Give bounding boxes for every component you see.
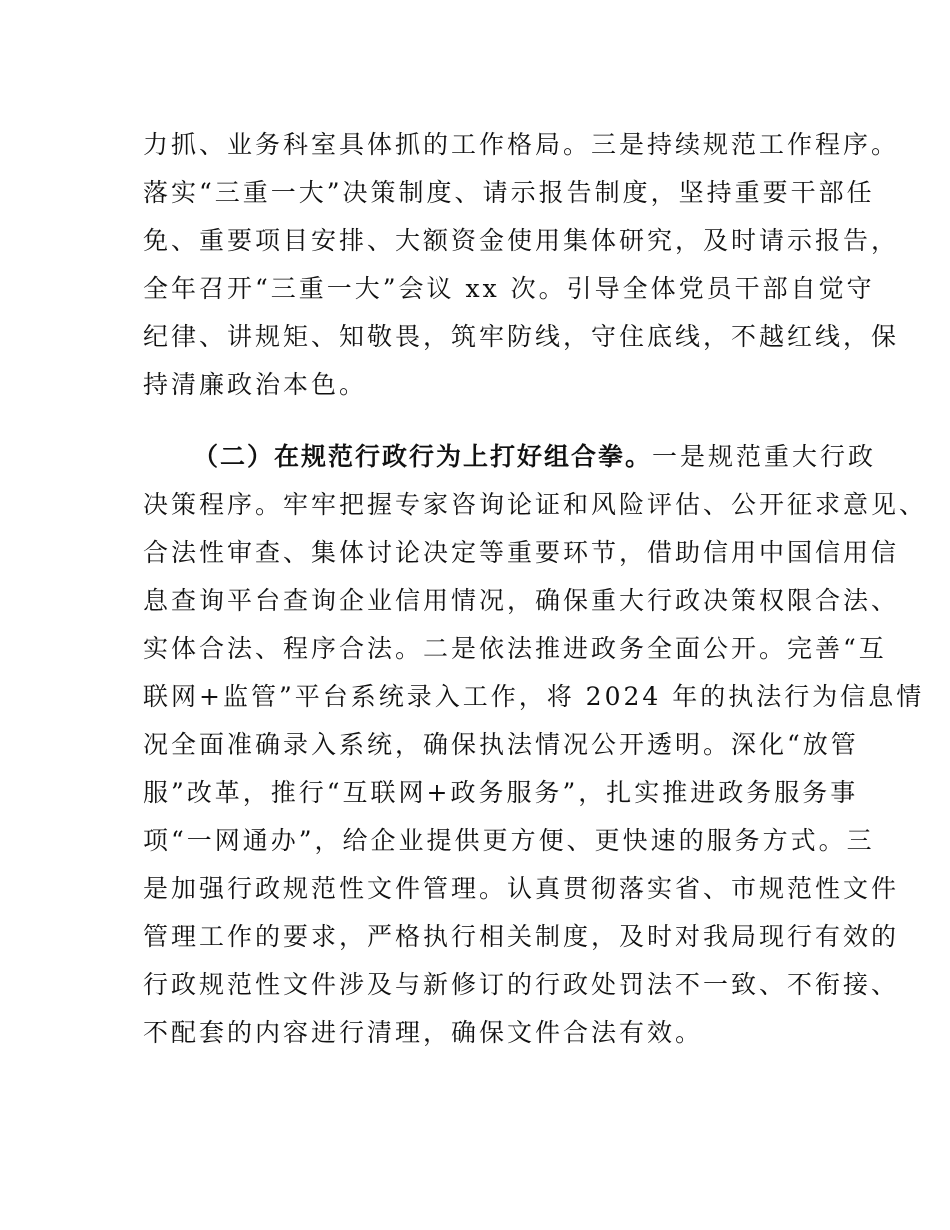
- text-line: 持清廉政治本色。: [143, 370, 368, 399]
- text-line: 管理工作的要求，严格执行相关制度，及时对我局现行有效的: [143, 922, 900, 951]
- text-line: 力抓、业务科室具体抓的工作格局。三是持续规范工作程序。: [143, 130, 900, 159]
- text-line: 是加强行政规范性文件管理。认真贯彻落实省、市规范性文件: [143, 874, 900, 903]
- text-line: 纪律、讲规矩、知敬畏，筑牢防线，守住底线，不越红线，保: [143, 322, 900, 351]
- text-line: 实体合法、程序合法。二是依法推进政务全面公开。完善“互: [143, 634, 887, 663]
- text-line: 决策程序。牢牢把握专家咨询论证和风险评估、公开征求意见、: [143, 490, 928, 519]
- text-line: 行政规范性文件涉及与新修订的行政处罚法不一致、不衔接、: [143, 970, 900, 999]
- text-line: 全年召开“三重一大”会议 xx 次。引导全体党员干部自觉守: [143, 274, 875, 303]
- text-line: 落实“三重一大”决策制度、请示报告制度，坚持重要干部任: [143, 178, 875, 207]
- text-line: 息查询平台查询企业信用情况，确保重大行政决策权限合法、: [143, 586, 900, 615]
- text-line: 合法性审查、集体讨论决定等重要环节，借助信用中国信用信: [143, 538, 900, 567]
- text-line: 不配套的内容进行清理，确保文件合法有效。: [143, 1018, 704, 1047]
- section-heading: （二）在规范行政行为上打好组合拳。: [193, 442, 653, 471]
- text-line: 服”改革，推行“互联网+政务服务”，扎实推进政务服务事: [143, 778, 859, 807]
- text-line: 免、重要项目安排、大额资金使用集体研究，及时请示报告，: [143, 226, 900, 255]
- text-line: 联网+监管”平台系统录入工作，将 2024 年的执法行为信息情: [143, 682, 925, 711]
- text-line: 项“一网通办”，给企业提供更方便、更快速的服务方式。三: [143, 826, 875, 855]
- paragraph-heading-line: [193, 437, 883, 477]
- text-line: 一是规范重大行政: [652, 442, 877, 471]
- text-line: 况全面准确录入系统，确保执法情况公开透明。深化“放管: [143, 730, 859, 759]
